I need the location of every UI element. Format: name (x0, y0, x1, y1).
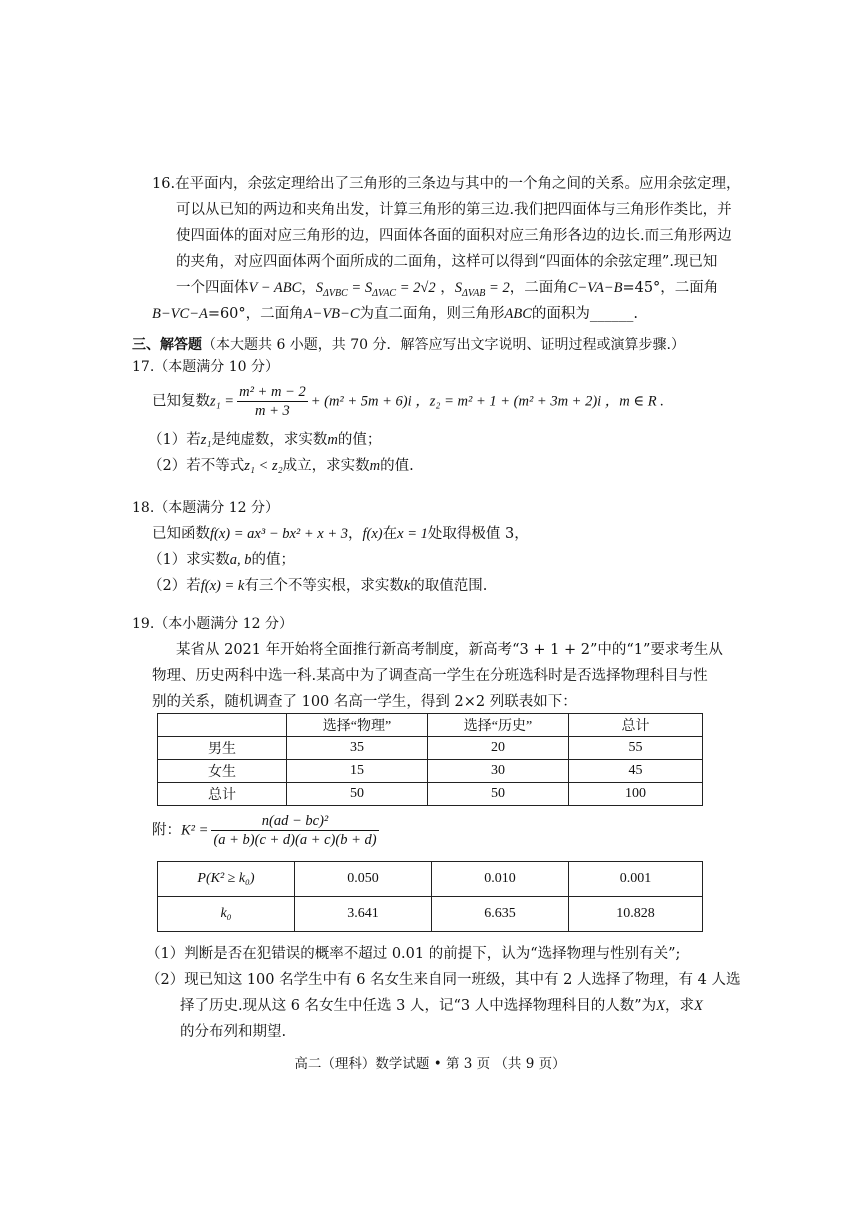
table-cell: 3.641 (295, 897, 432, 932)
q17-text: 的值. (380, 458, 414, 474)
table-cell: 35 (287, 737, 428, 760)
q16-text: 一个四面体 (176, 280, 249, 296)
q16-line-1 (152, 174, 741, 194)
area-subscript: ΔVAC (372, 287, 397, 299)
table-cell: 50 (287, 783, 428, 806)
table-row (158, 783, 703, 806)
variable-x: X (656, 998, 666, 1014)
variable-m: m (327, 432, 338, 448)
fraction-denominator: (a + b)(c + d)(a + c)(b + d) (213, 832, 377, 848)
k-squared-formula (152, 812, 382, 849)
q17-text: 是纯虚数，求实数 (211, 432, 328, 448)
table-cell: 6.635 (432, 897, 569, 932)
table-cell: 0.010 (432, 862, 569, 897)
variable-k: k (403, 578, 411, 594)
table-cell: 0.050 (295, 862, 432, 897)
table-cell: 0.001 (569, 862, 703, 897)
table-header-cell: 选择“历史” (428, 714, 569, 737)
table-cell: 20 (428, 737, 569, 760)
appendix-label: 附： (152, 822, 181, 839)
table-cell: 100 (569, 783, 703, 806)
k-squared-symbol: K² = (181, 822, 209, 839)
q16-text: ，二面角 (509, 280, 568, 296)
q16-line-3: 使四面体的面对应三角形的边，四面体各面的面积对应三角形各边的边长.而三角形两边 (176, 228, 732, 244)
table-row (158, 737, 703, 760)
q19-heading: 19.（本小题满分 12 分） (132, 616, 293, 632)
x-value: x = 1 (397, 526, 428, 542)
inequality: z₁ < z₂ (244, 458, 283, 474)
q16-line-4: 的夹角，对应四面体两个面所成的二面角，这样可以得到“四面体的余弦定理”.现已知 (176, 254, 718, 270)
q19-line-3: 别的关系，随机调查了 100 名高一学生，得到 2×2 列联表如下： (152, 694, 577, 710)
q17-statement (152, 383, 664, 420)
q18-text: 的值； (251, 552, 295, 568)
q16-text: 为直二面角，则三角形 (359, 306, 505, 322)
q19-line-1: 某省从 2021 年开始将全面推行新高考制度，新高考“3 + 1 + 2”中的“1”要求考生从 (176, 642, 723, 658)
dihedral-angle: B−VC−A (152, 306, 208, 322)
table-cell: 男生 (158, 737, 287, 760)
q17-part-2 (148, 456, 414, 476)
z1-real-fraction (237, 383, 308, 420)
q18-text: （1）求实数 (148, 552, 230, 568)
q18-text: ， (348, 526, 363, 542)
fraction-numerator: m² + m − 2 (239, 384, 306, 400)
section-3-heading (132, 335, 685, 355)
q18-text: 已知函数 (152, 526, 210, 542)
q17-part-1 (148, 430, 381, 450)
variable-x: X (694, 998, 703, 1014)
q17-text: （2）若不等式 (148, 458, 245, 474)
table-cell: 55 (569, 737, 703, 760)
z1-symbol: z₁ = (210, 393, 235, 410)
q18-heading: 18.（本题满分 12 分） (132, 500, 279, 516)
fraction-numerator: n(ad − bc)² (211, 812, 378, 831)
k-squared-fraction (211, 812, 378, 849)
section-description: （本大题共 6 小题，共 70 分．解答应写出文字说明、证明过程或演算步骤.） (202, 337, 685, 353)
answer-blank: 的面积为______. (531, 306, 638, 322)
area-symbol: = S (347, 280, 373, 296)
q18-part-1 (148, 550, 295, 570)
critical-value-table (157, 861, 703, 932)
page-footer: 高二（理科）数学试题 • 第 3 页 （共 9 页） (294, 1056, 566, 1072)
q17-text: （1）若 (148, 432, 201, 448)
q19-text: ，求 (665, 998, 695, 1014)
table-cell: 10.828 (569, 897, 703, 932)
table-cell: 15 (287, 760, 428, 783)
q16-line-2: 可以从已知的两边和夹角出发，计算三角形的第三边.我们把四面体与三角形作类比，并 (176, 202, 732, 218)
contingency-table (157, 713, 703, 806)
dihedral-angle: C−VA−B (567, 280, 623, 296)
q18-text: 在 (382, 526, 398, 542)
q18-part-2 (148, 576, 487, 596)
table-header-row (158, 714, 703, 737)
table-header-cell: 总计 (569, 714, 703, 737)
q19-text: 择了历史.现从这 6 名女生中任选 3 人，记“3 人中选择物理科目的人数”为 (180, 998, 657, 1014)
q18-text: 的取值范围. (410, 578, 488, 594)
z1-z2-definition: + (m² + 5m + 6)i ，z₂ = m² + 1 + (m² + 3m + 2)i ，m ∈ R . (310, 393, 664, 410)
table-cell: 女生 (158, 760, 287, 783)
q17-text: 成立，求实数 (282, 458, 370, 474)
q16-text: =45°，二面角 (622, 280, 719, 296)
triangle-name: ABC (504, 306, 532, 322)
table-cell: 总计 (158, 783, 287, 806)
q19-part-2-line-2 (180, 996, 703, 1016)
z1-symbol: z₁ (200, 432, 212, 448)
q17-heading: 17.（本题满分 10 分） (132, 359, 279, 375)
table-header-cell (158, 714, 287, 737)
q16-line-5 (176, 278, 718, 304)
q18-text: 有三个不等实根，求实数 (244, 578, 404, 594)
area-value: = 2 (485, 280, 510, 296)
table-row (158, 862, 703, 897)
dihedral-angle: A−VB−C (303, 306, 360, 322)
table-row (158, 897, 703, 932)
area-value: = 2√2 (396, 280, 436, 296)
q16-text: =60°，二面角 (207, 306, 304, 322)
q16-text: 在平面内，余弦定理给出了三角形的三条边与其中的一个角之间的关系。应用余弦定理， (175, 176, 741, 192)
q16-line-6 (152, 304, 638, 324)
table-row (158, 760, 703, 783)
q18-statement (152, 524, 529, 544)
q19-part-1: （1）判断是否在犯错误的概率不超过 0.01 的前提下，认为“选择物理与性别有关”; (146, 946, 681, 962)
table-cell: P(K² ≥ k₀) (158, 862, 295, 897)
q17-text: 已知复数 (152, 393, 210, 410)
q18-text: （2）若 (148, 578, 201, 594)
area-symbol: S (315, 280, 324, 296)
q19-part-2-line-1: （2）现已知这 100 名学生中有 6 名女生来自同一班级，其中有 2 人选择了物理，有 4 人选 (146, 972, 741, 988)
q16-text: ， (301, 280, 316, 296)
table-cell: 45 (569, 760, 703, 783)
variables-ab: a, b (229, 552, 252, 568)
tetrahedron-name: V − ABC (248, 280, 302, 296)
variable-m: m (369, 458, 381, 474)
table-cell: 30 (428, 760, 569, 783)
q19-part-2-line-3: 的分布列和期望. (180, 1024, 287, 1040)
section-title: 三、解答题 (132, 337, 202, 353)
q17-text: 的值； (337, 432, 382, 448)
function-symbol: f(x) (362, 526, 383, 542)
area-subscript: ΔVAB (461, 287, 486, 299)
q16-text: ， (435, 280, 455, 296)
fraction-denominator: m + 3 (255, 403, 290, 419)
q18-text: 处取得极值 3， (427, 526, 529, 542)
table-header-cell: 选择“物理” (287, 714, 428, 737)
q19-line-2: 物理、历史两科中选一科.某高中为了调查高一学生在分班选科时是否选择物理科目与性 (152, 668, 708, 684)
function-definition: f(x) = ax³ − bx² + x + 3 (210, 526, 349, 542)
area-symbol: S (454, 280, 462, 296)
table-cell: 50 (428, 783, 569, 806)
equation: f(x) = k (200, 578, 245, 594)
area-subscript: ΔVBC (323, 287, 348, 299)
q16-number: 16. (152, 176, 176, 192)
table-cell: k₀ (158, 897, 295, 932)
